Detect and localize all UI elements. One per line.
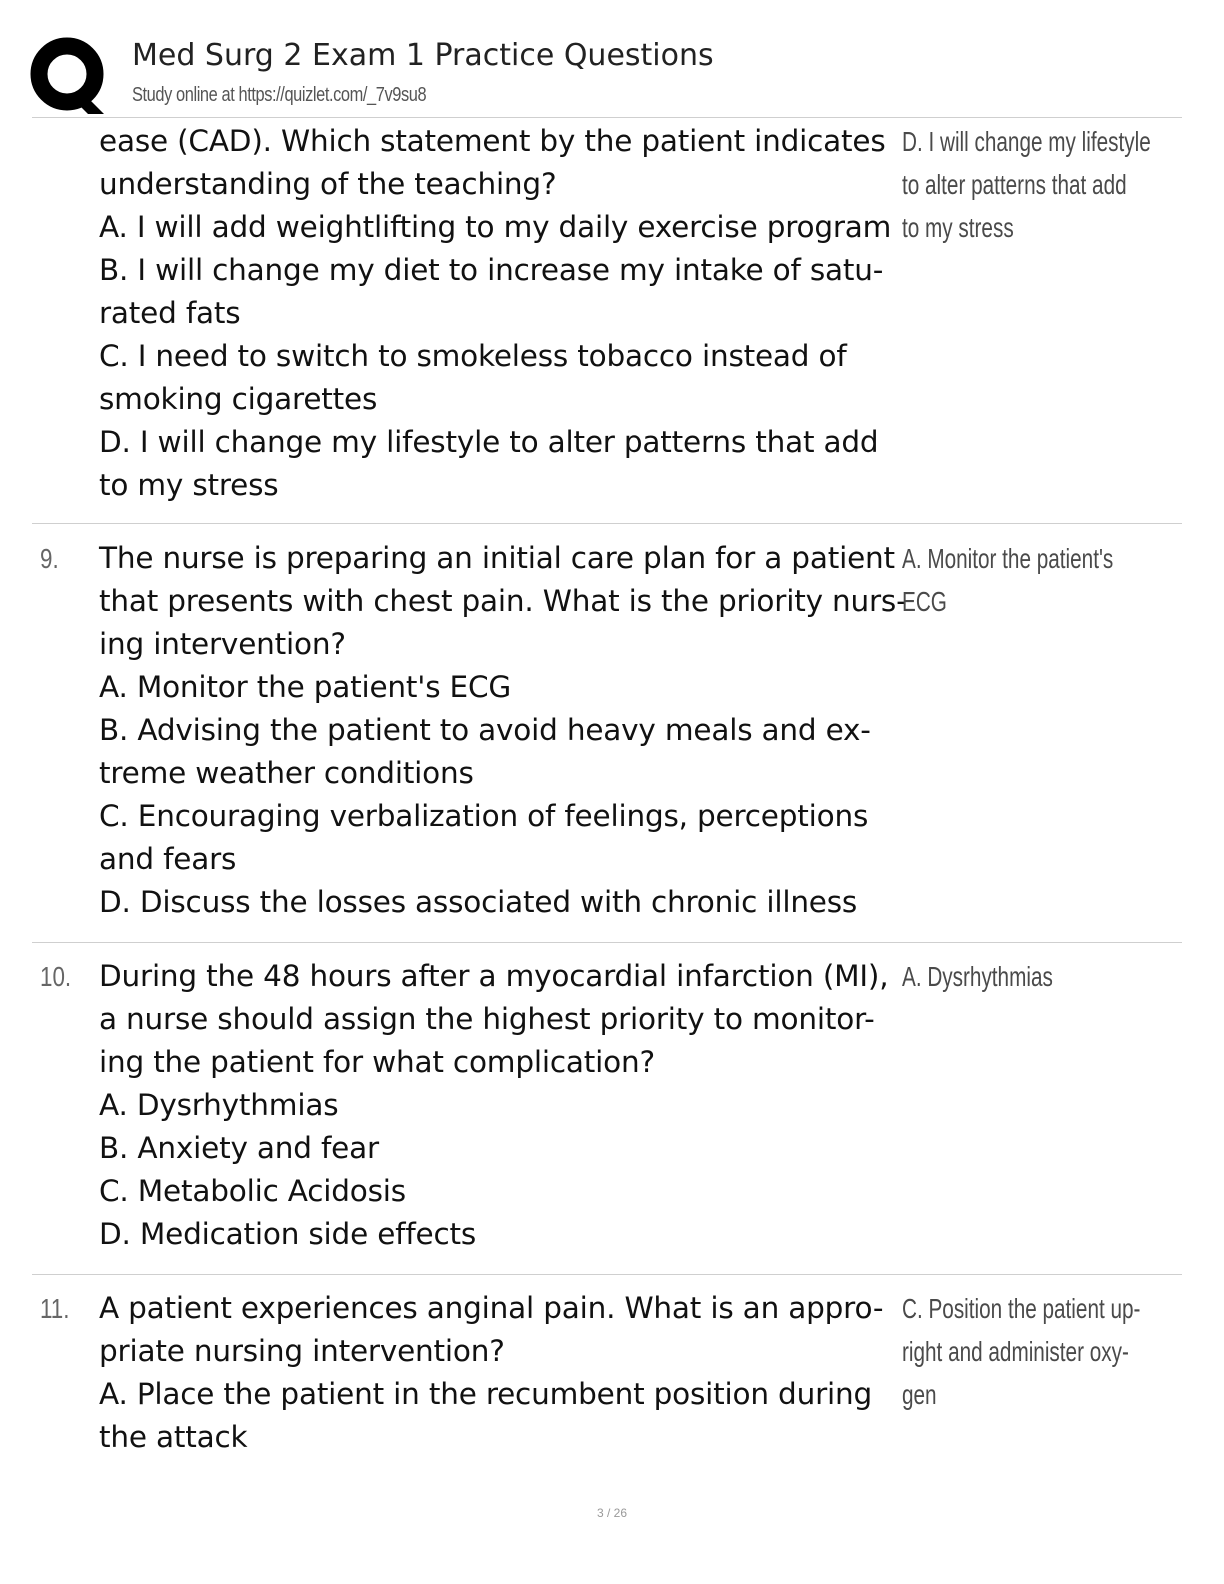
answer-line: gen [902, 1379, 937, 1410]
study-online-link[interactable]: Study online at https://quizlet.com/_7v9su8 [132, 84, 427, 106]
answer [902, 1287, 1222, 1416]
option-c: C. Metabolic Acidosis [99, 1174, 406, 1208]
question-line: that presents with chest pain. What is the priority nurs- [99, 584, 907, 618]
header-divider [32, 117, 1182, 118]
answer-line: A. Monitor the patient's [902, 543, 1114, 574]
question-line: ing intervention? [99, 627, 346, 661]
question-number: 9. [40, 543, 59, 574]
question-number: 10. [40, 961, 72, 992]
question-text [99, 120, 899, 507]
answer [902, 120, 1222, 249]
question-text [99, 1287, 899, 1459]
option-a: A. Monitor the patient's ECG [99, 670, 512, 704]
option-a-cont: the attack [99, 1420, 248, 1454]
option-c-cont: and fears [99, 842, 237, 876]
option-d-cont: to my stress [99, 468, 279, 502]
question-line: ease (CAD). Which statement by the patient indicates [99, 124, 886, 158]
question-line: priate nursing intervention? [99, 1334, 505, 1368]
page-title: Med Surg 2 Exam 1 Practice Questions [132, 38, 714, 73]
option-a: A. Place the patient in the recumbent position during [99, 1377, 873, 1411]
option-d: D. Discuss the losses associated with chronic illness [99, 885, 858, 919]
answer-line: D. I will change my lifestyle [902, 126, 1151, 157]
page-header [30, 28, 1190, 118]
answer-line: A. Dysrhythmias [902, 961, 1053, 992]
question-divider [32, 523, 1182, 524]
question-line: a nurse should assign the highest priority to monitor- [99, 1002, 875, 1036]
answer-line: C. Position the patient up- [902, 1293, 1141, 1324]
question-text [99, 955, 899, 1256]
question-line: The nurse is preparing an initial care plan for a patient [99, 541, 895, 575]
question-text [99, 537, 907, 924]
question-line: understanding of the teaching? [99, 167, 557, 201]
answer-line: right and administer oxy- [902, 1336, 1129, 1367]
option-d: D. Medication side effects [99, 1217, 477, 1251]
question-line: ing the patient for what complication? [99, 1045, 655, 1079]
option-c: C. Encouraging verbalization of feelings, perceptions [99, 799, 869, 833]
answer-line: to alter patterns that add [902, 169, 1127, 200]
option-b: B. I will change my diet to increase my intake of satu- [99, 253, 884, 287]
answer-line: to my stress [902, 212, 1014, 243]
option-b-cont: rated fats [99, 296, 241, 330]
option-c: C. I need to switch to smokeless tobacco instead of [99, 339, 847, 373]
answer [902, 537, 1222, 623]
option-a: A. Dysrhythmias [99, 1088, 339, 1122]
option-c-cont: smoking cigarettes [99, 382, 378, 416]
option-a: A. I will add weightlifting to my daily exercise program [99, 210, 892, 244]
question-number: 11. [40, 1293, 70, 1324]
answer [902, 955, 1222, 998]
question-divider [32, 1274, 1182, 1275]
page-number: 3 / 26 [596, 1506, 628, 1520]
option-b: B. Advising the patient to avoid heavy meals and ex- [99, 713, 871, 747]
question-divider [32, 942, 1182, 943]
question-line: A patient experiences anginal pain. What is an appro- [99, 1291, 884, 1325]
option-d: D. I will change my lifestyle to alter patterns that add [99, 425, 879, 459]
quizlet-logo-icon [30, 36, 110, 116]
answer-line: ECG [902, 586, 947, 617]
option-b: B. Anxiety and fear [99, 1131, 379, 1165]
question-line: During the 48 hours after a myocardial infarction (MI), [99, 959, 889, 993]
option-b-cont: treme weather conditions [99, 756, 474, 790]
